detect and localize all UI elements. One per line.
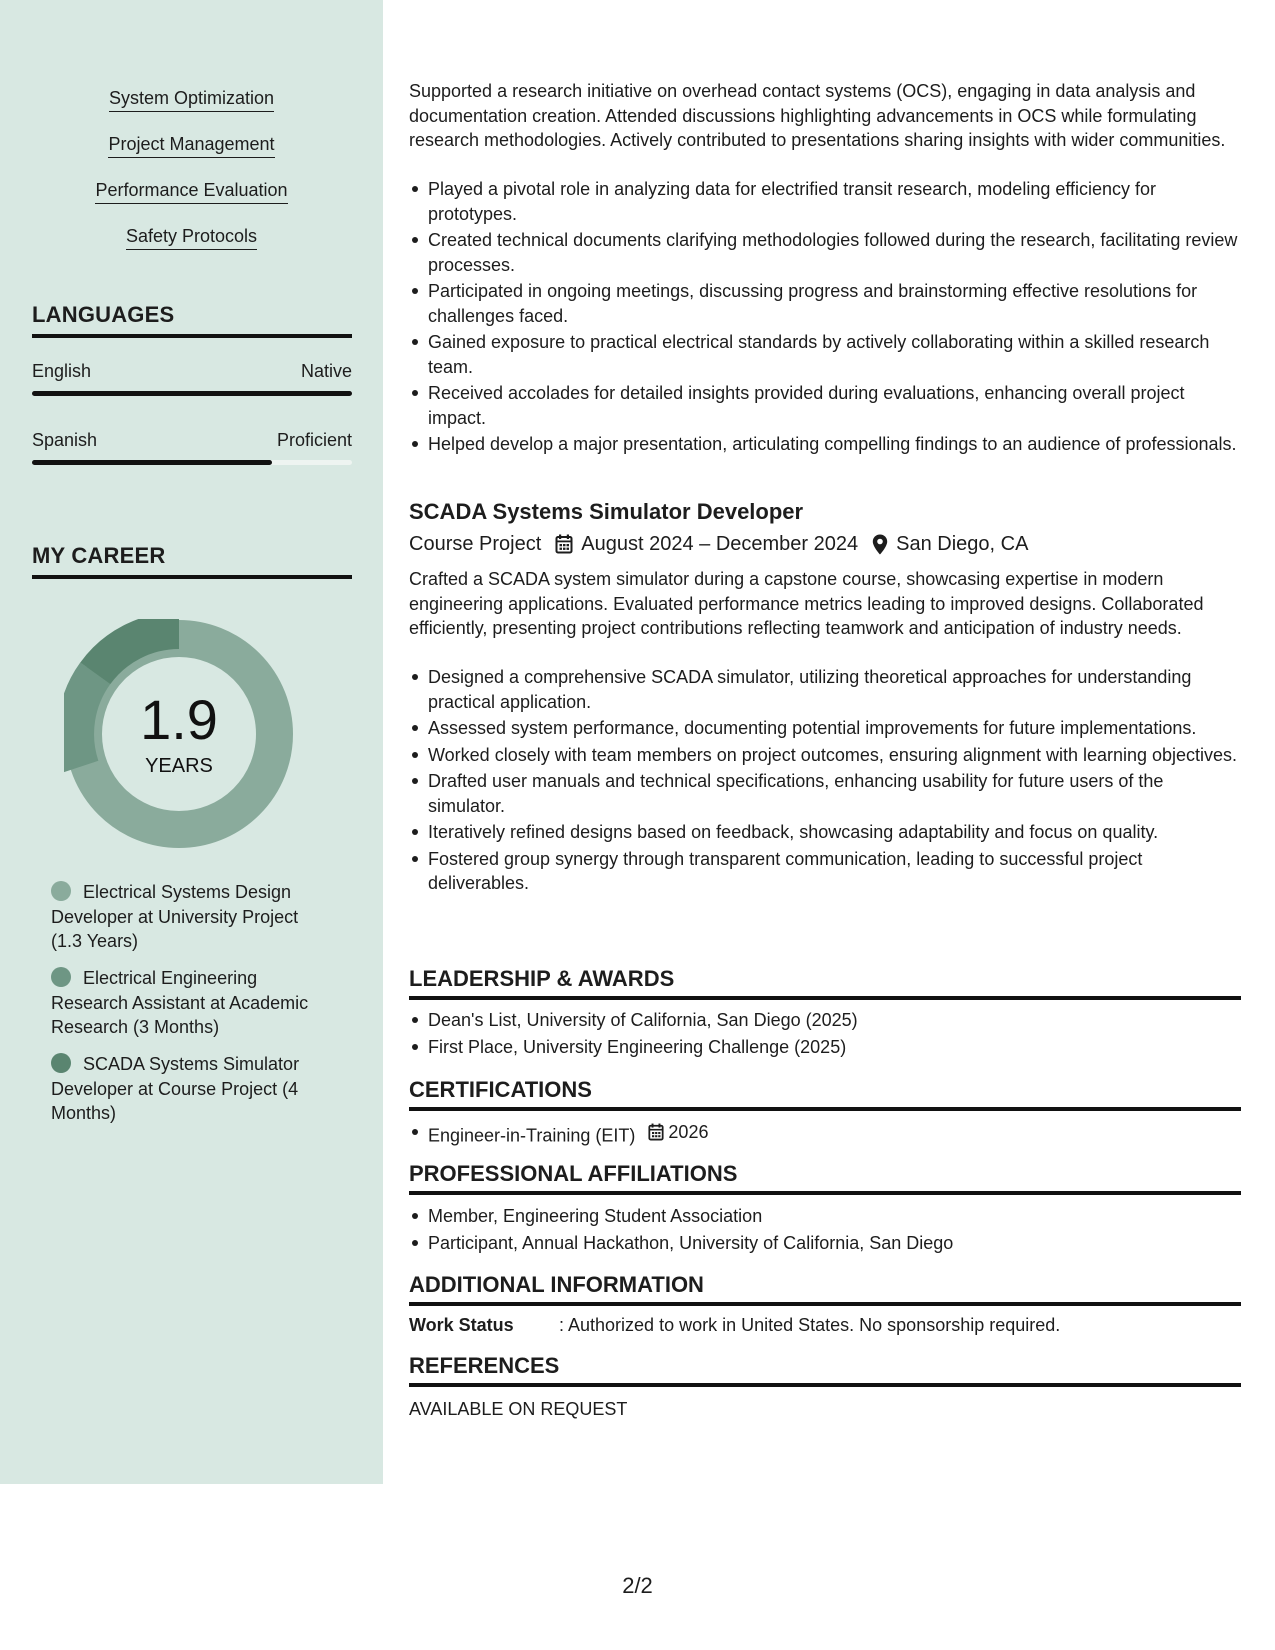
career-legend-item [51,966,331,1040]
language-proficiency-bar [32,391,352,396]
affiliations-heading: PROFESSIONAL AFFILIATIONS [409,1160,1241,1195]
skill-tag: Project Management [108,132,274,158]
job-bullet: Helped develop a major presentation, articulating compelling findings to an audience of professionals. [409,432,1241,457]
legend-dot [51,1053,71,1073]
language-proficiency-fill [32,460,272,465]
job-summary: Crafted a SCADA system simulator during a capstone course, showcasing expertise in modern engineering applications. Evaluated performance metrics leading to improved designs. Collaborated efficiently, presenting project contributions reflecting teamwork and anticipation of industry needs. [409,569,1204,638]
career-legend-text: SCADA Systems Simulator Developer at Course Project (4 Months) [51,1054,300,1123]
affiliations-list [409,1204,1241,1257]
job-bullets [409,665,1241,898]
work-status-label: Work Status [409,1315,514,1335]
job-bullets [409,177,1241,459]
certifications-heading: CERTIFICATIONS [409,1076,1241,1111]
language-proficiency-fill [32,391,352,396]
job-bullet: Fostered group synergy through transparent communication, leading to successful project deliverables. [409,847,1241,896]
job-bullet: Received accolades for detailed insights provided during evaluations, enhancing overall project impact. [409,381,1241,430]
certification-date [648,1120,708,1145]
references-text: AVAILABLE ON REQUEST [409,1399,628,1419]
references-heading: REFERENCES [409,1352,1241,1387]
language-name: English [32,361,92,381]
skill-tag: System Optimization [109,86,274,112]
skill-tag: Safety Protocols [126,224,257,250]
language-level: Proficient [276,430,352,450]
leadership-heading: LEADERSHIP & AWARDS [409,965,1241,1000]
language-row-english [32,359,352,399]
languages-heading: LANGUAGES [32,302,352,338]
job-title: SCADA Systems Simulator Developer [409,499,804,524]
calendar-icon [555,534,573,554]
job-bullet: Designed a comprehensive SCADA simulator, utilizing theoretical approaches for understanding practical application. [409,665,1241,714]
additional-info-heading: ADDITIONAL INFORMATION [409,1271,1241,1306]
work-status-row [409,1313,1241,1338]
legend-dot [51,967,71,987]
job-location: San Diego, CA [896,533,1029,555]
job-bullet: Worked closely with team members on project outcomes, ensuring alignment with learning objectives. [409,743,1241,768]
language-row-spanish [32,428,352,468]
job-meta [409,531,1028,557]
career-legend-item [51,1052,331,1126]
certification-year: 2026 [668,1122,709,1142]
work-status-value: : Authorized to work in United States. No sponsorship required. [559,1315,1061,1335]
certifications-list [409,1120,1241,1150]
calendar-icon [648,1123,664,1141]
job-bullet: Played a pivotal role in analyzing data for electrified transit research, modeling efficiency for prototypes. [409,177,1241,226]
sidebar [0,0,383,1484]
job-bullet: Assessed system performance, documenting potential improvements for future implementations. [409,716,1241,741]
language-proficiency-bar [32,460,352,465]
language-level: Native [300,361,352,381]
career-total-value: 1.9 [140,688,218,751]
career-heading: MY CAREER [32,543,352,579]
affiliation-item: Member, Engineering Student Association [409,1204,1241,1229]
job-bullet: Iteratively refined designs based on feedback, showcasing adaptability and focus on quality. [409,820,1241,845]
job-organization: Course Project [409,533,542,555]
map-pin-icon [872,534,888,555]
language-name: Spanish [32,430,98,450]
certification-name: Engineer-in-Training (EIT) [428,1125,636,1146]
leadership-list [409,1008,1241,1061]
career-legend-text: Electrical Systems Design Developer at University Project (1.3 Years) [51,882,299,951]
affiliation-item: Participant, Annual Hackathon, University of California, San Diego [409,1231,1241,1256]
award-item: Dean's List, University of California, San Diego (2025) [409,1008,1241,1033]
job-bullet: Gained exposure to practical electrical standards by actively collaborating within a skilled research team. [409,330,1241,379]
career-legend-text: Electrical Engineering Research Assistant at Academic Research (3 Months) [51,968,309,1037]
award-item: First Place, University Engineering Challenge (2025) [409,1035,1241,1060]
job-summary: Supported a research initiative on overhead contact systems (OCS), engaging in data analysis and documentation creation. Attended discussions highlighting advancements in OCS while formulating research methodologies. Actively contributed to presentations sharing insights with wider communities. [409,81,1226,150]
job-bullet: Drafted user manuals and technical specifications, enhancing usability for future users of the simulator. [409,769,1241,818]
skills-list [0,86,383,270]
career-total-unit: YEARS [145,755,213,777]
job-bullet: Participated in ongoing meetings, discussing progress and brainstorming effective resolutions for challenges faced. [409,279,1241,328]
career-legend-item [51,880,331,954]
page-number: 2/2 [622,1573,653,1598]
job-dates: August 2024 – December 2024 [581,533,859,555]
skill-tag: Performance Evaluation [95,178,287,204]
legend-dot [51,881,71,901]
certification-item [409,1120,1241,1148]
job-bullet: Created technical documents clarifying methodologies followed during the research, facilitating review processes. [409,228,1241,277]
